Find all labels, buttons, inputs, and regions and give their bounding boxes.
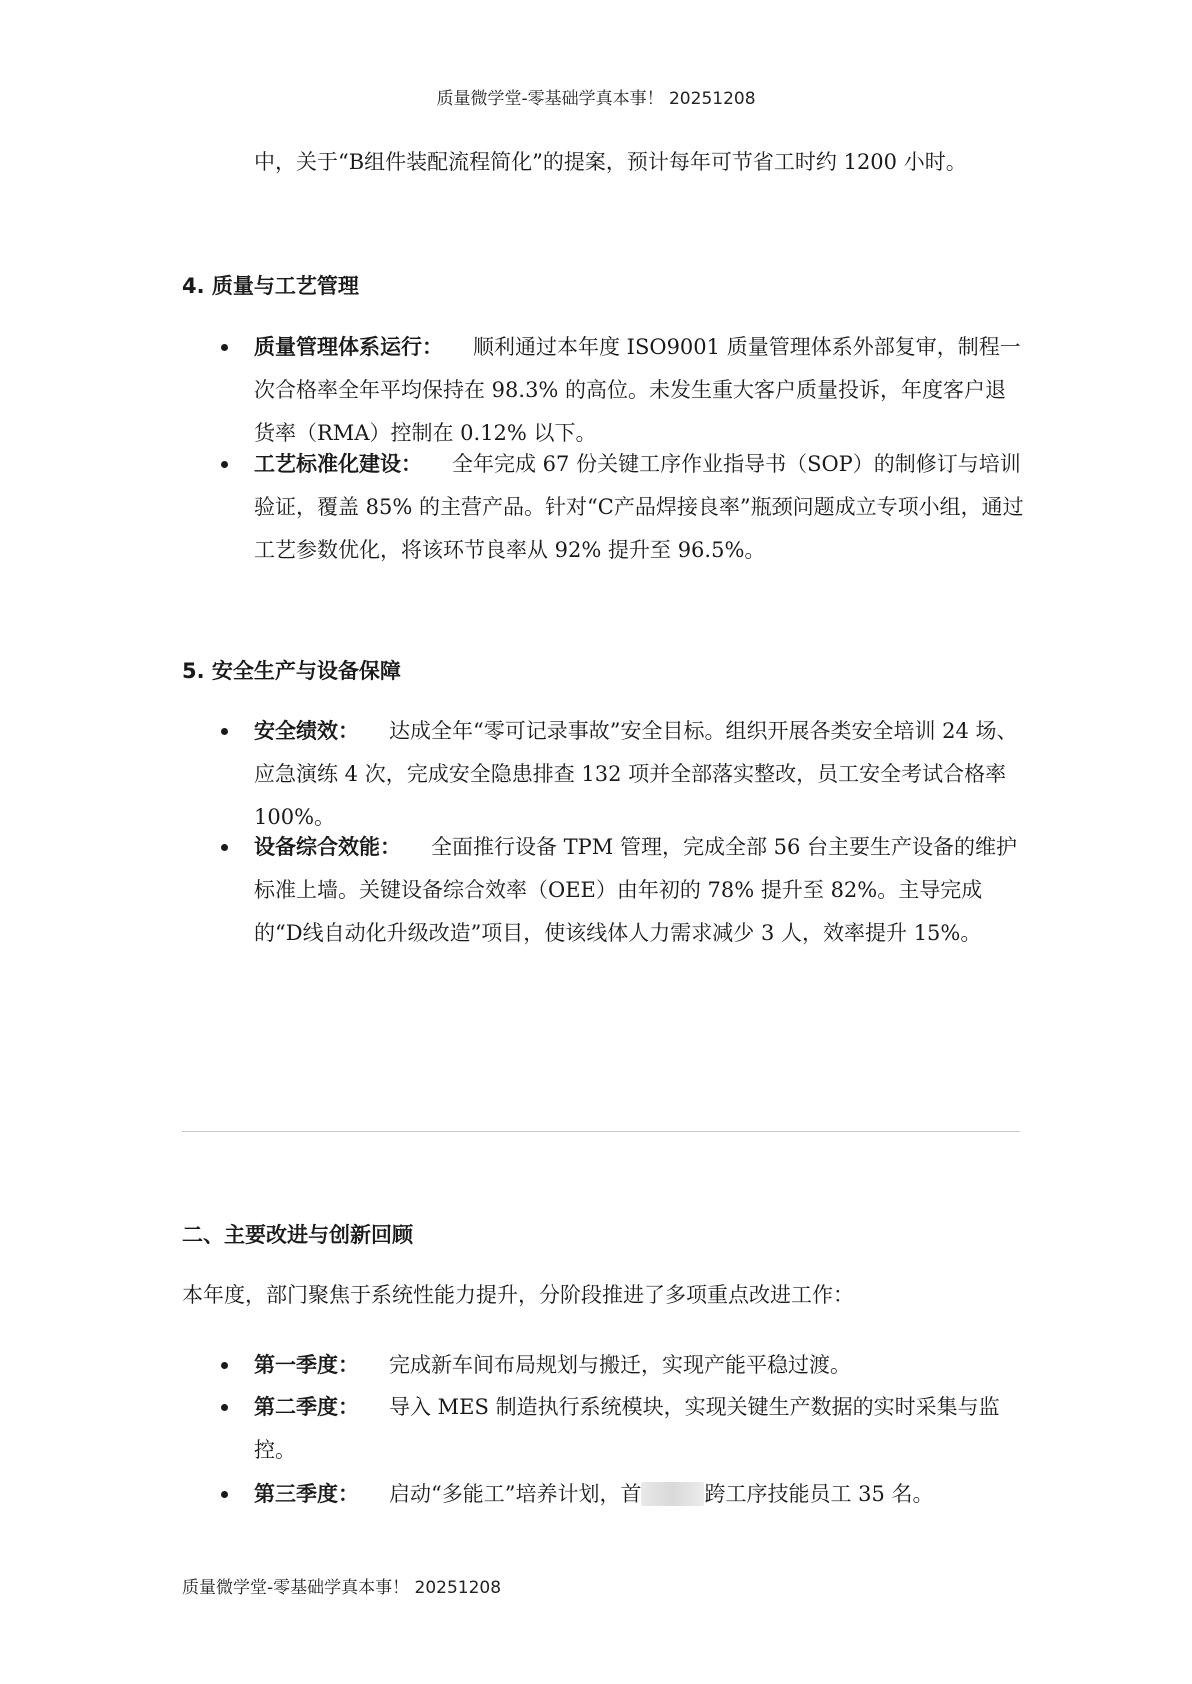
bullet-icon xyxy=(221,1491,228,1498)
item-label: 工艺标准化建设： xyxy=(254,452,422,476)
bullet-icon xyxy=(221,1362,228,1369)
section5-item-equipment xyxy=(254,826,1024,955)
item-text: 顺利通过本年度 ISO9001 质量管理体系外部复审，制程一次合格率全年平均保持在 98.3% 的高位。未发生重大客户质量投诉，年度客户退货率（RMA）控制在 0.12% 以下。 xyxy=(254,335,1021,445)
intro-continuation: 中，关于“B组件装配流程简化”的提案，预计每年可节省工时约 1200 小时。 xyxy=(254,150,967,174)
item-label: 安全绩效： xyxy=(254,719,359,743)
section-divider xyxy=(182,1131,1020,1132)
bullet-icon xyxy=(221,1404,228,1411)
item-label: 第二季度： xyxy=(254,1395,359,1419)
item-text: 达成全年“零可记录事故”安全目标。组织开展各类安全培训 24 场、应急演练 4 次，完成安全隐患排查 132 项并全部落实整改，员工安全考试合格率 100%。 xyxy=(254,719,1018,829)
page-footer: 质量微学堂-零基础学真本事！ 20251208 xyxy=(182,1578,502,1598)
item-text: 全面推行设备 TPM 管理，完成全部 56 台主要生产设备的维护标准上墙。关键设备综合效率（OEE）由年初的 78% 提升至 82%。主导完成的“D线自动化升级改造”项目，使该线体人力需求减少 3 人，效率提升 15%。 xyxy=(254,835,1018,945)
bullet-icon xyxy=(221,461,228,468)
bullet-icon xyxy=(221,344,228,351)
item-text: 全年完成 67 份关键工序作业指导书（SOP）的制修订与培训验证，覆盖 85% 的主营产品。针对“C产品焊接良率”瓶颈问题成立专项小组，通过工艺参数优化，将该环节良率从 92% 提升至 96.5%。 xyxy=(254,452,1024,562)
part2-heading: 二、主要改进与创新回顾 xyxy=(182,1223,413,1247)
section4-item-process-standard xyxy=(254,443,1024,572)
item-label: 质量管理体系运行： xyxy=(254,335,443,359)
part2-item-q2 xyxy=(254,1386,1024,1472)
item-text: 完成新车间布局规划与搬迁，实现产能平稳过渡。 xyxy=(389,1353,851,1377)
item-text: 导入 MES 制造执行系统模块，实现关键生产数据的实时采集与监控。 xyxy=(254,1395,1000,1462)
item-label: 设备综合效能： xyxy=(254,835,401,859)
part2-item-q3 xyxy=(254,1473,1024,1516)
section5-item-safety xyxy=(254,710,1024,839)
obscured-text xyxy=(641,1482,704,1506)
item-text: 启动“多能工”培养计划，首 xyxy=(389,1482,642,1506)
page-header: 质量微学堂-零基础学真本事！ 20251208 xyxy=(436,89,756,109)
section4-heading: 4. 质量与工艺管理 xyxy=(182,274,359,298)
item-label: 第一季度： xyxy=(254,1353,359,1377)
item-label: 第三季度： xyxy=(254,1482,359,1506)
item-text-after: 跨工序技能员工 35 名。 xyxy=(704,1482,934,1506)
bullet-icon xyxy=(221,844,228,851)
part2-intro: 本年度，部门聚焦于系统性能力提升，分阶段推进了多项重点改进工作： xyxy=(182,1283,854,1307)
bullet-icon xyxy=(221,728,228,735)
part2-item-q1 xyxy=(254,1344,1024,1387)
section5-heading: 5. 安全生产与设备保障 xyxy=(182,659,401,683)
section4-item-quality-system xyxy=(254,326,1024,455)
